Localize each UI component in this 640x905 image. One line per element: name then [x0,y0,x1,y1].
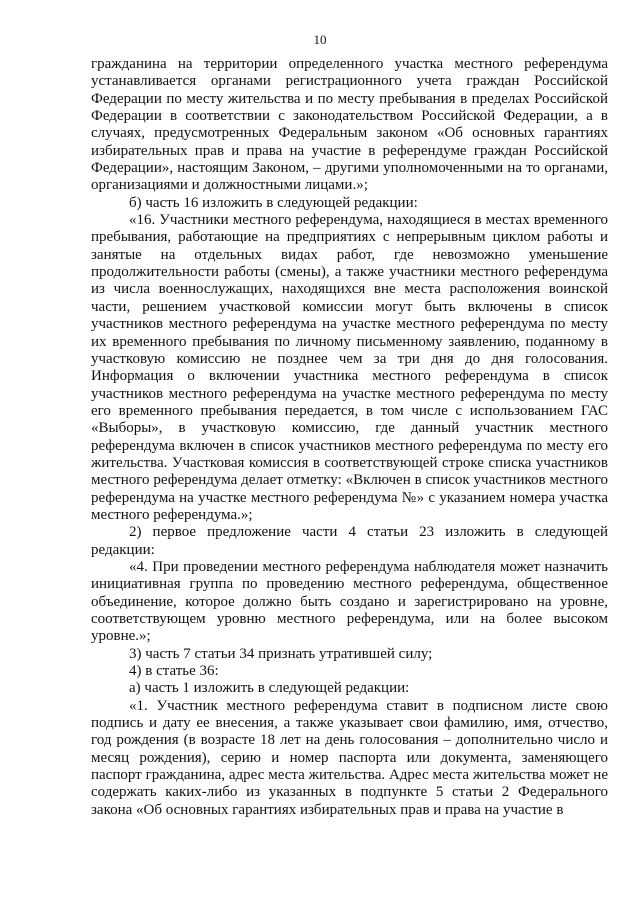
paragraph-part-16: «16. Участники местного референдума, находящиеся в местах временного пребывания, работающие на предприятиях с непрерывным циклом работы и занятые на отдельных видах работ, где невозможно уменьшение продолжительности работы (смены), а также участники местного референдума из числа военнослужащих, находящихся вне места расположения воинской части, решением участковой комиссии могут быть включены в список участников местного референдума на участке местного референдума по месту их временного пребывания по личному письменному заявлению, поданному в участковую комиссию не позднее чем за три дня до дня голосования. Информация о включении участника местного референдума в список участников местного референдума на участке местного референдума по месту его временного пребывания передается, в том числе с использованием ГАС «Выборы», в участковую комиссию, где данный участник местного референдума включен в список участников местного референдума по месту его жительства. Участковая комиссия в соответствующей строке списка участников местного референдума делает отметку: «Включен в список участников местного референдума на участке местного референдума №» с указанием номера участка местного референдума.»; [91,212,608,523]
paragraph-item-a: а) часть 1 изложить в следующей редакции: [129,680,410,697]
paragraph-item-4: 4) в статье 36: [129,663,219,680]
document-body [91,56,608,819]
paragraph-part-1: «1. Участник местного референдума ставит в подписном листе свою подпись и дату ее внесения, а также указывает свои фамилию, имя, отчество, год рождения (в возрасте 18 лет на день голосования – дополнительно число и месяц рождения), серию и номер паспорта или документа, заменяющего паспорт гражданина, адрес места жительства. Адрес места жительства может не содержать каких-либо из указанных в подпункте 5 статьи 2 Федерального закона «Об основных гарантиях избирательных прав и права на участие в [91,697,608,818]
paragraph-item-2: 2) первое предложение части 4 статьи 23 изложить в следующей редакции: [91,524,608,558]
paragraph-part-4: «4. При проведении местного референдума наблюдателя может назначить инициативная группа по проведению местного референдума, общественное объединение, которое должно быть создано и зарегистрировано на уровне, соответствующем уровню местного референдума, или на более высоком уровне.»; [91,558,608,645]
page-number: 10 [313,32,327,47]
paragraph-continuation: гражданина на территории определенного участка местного референдума устанавливается органами регистрационного учета граждан Российской Федерации по месту жительства и по месту пребывания в пределах Российской Федерации в соответствии с законодательством Российской Федерации, а в случаях, предусмотренных Федеральным законом «Об основных гарантиях избирательных прав и права на участие в референдуме граждан Российской Федерации», настоящим Законом, – другими уполномоченными на то органами, организациями и должностными лицами.»; [91,56,608,194]
paragraph-item-b: б) часть 16 изложить в следующей редакции: [129,194,418,211]
paragraph-item-3: 3) часть 7 статьи 34 признать утратившей силу; [129,645,433,662]
